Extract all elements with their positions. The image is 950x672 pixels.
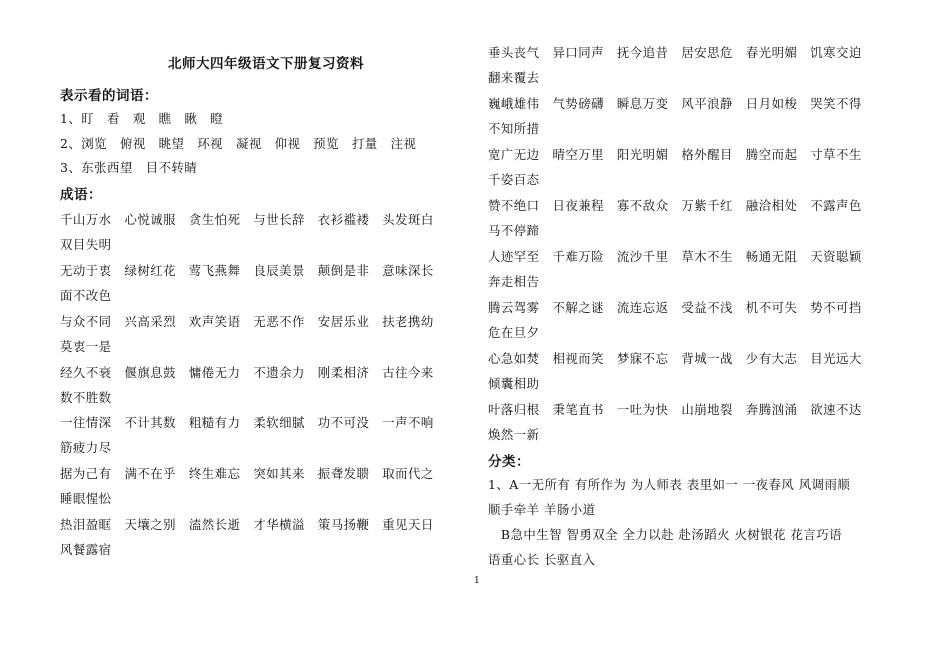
text-line: 面不改色 [60, 288, 112, 303]
text-line: 1、A一无所有 有所作为 为人师表 表里如一 一夜春风 风调雨顺 [488, 477, 851, 492]
text-line: 莫衷一是 [60, 339, 112, 354]
text-line: 宽广无边 晴空万里 阳光明媚 格外醒目 腾空而起 寸草不生 [488, 147, 862, 162]
text-line: 千姿百态 [488, 172, 540, 187]
text-line: 心急如焚 相视而笑 梦寐不忘 背城一战 少有大志 目光远大 [488, 351, 862, 366]
text-line: 千山万水 心悦诚服 贪生怕死 与世长辞 衣衫褴褛 头发斑白 [60, 212, 434, 227]
text-line: 顺手牵羊 羊肠小道 [488, 502, 596, 517]
text-line: 热泪盈眶 天壤之别 溘然长逝 才华横溢 策马扬鞭 重见天日 [60, 517, 434, 532]
text-line: 2、浏览 俯视 眺望 环视 凝视 仰视 预览 打量 注视 [60, 136, 417, 151]
text-line: 不知所措 [488, 121, 540, 136]
text-line: 睡眼惺忪 [60, 491, 112, 506]
section-heading: 表示看的词语： [60, 88, 158, 104]
text-line: 一往情深 不计其数 粗糙有力 柔软细腻 功不可没 一声不响 [60, 415, 434, 430]
text-line: 倾囊相助 [488, 376, 540, 391]
text-line: 风餐露宿 [60, 542, 112, 557]
text-line: 叶落归根 秉笔直书 一吐为快 山崩地裂 奔腾汹涌 欲速不达 [488, 402, 862, 417]
text-line: 奔走相告 [488, 274, 540, 289]
text-line: 翻来覆去 [488, 70, 540, 85]
text-line: 据为己有 满不在乎 终生难忘 突如其来 振聋发聩 取而代之 [60, 466, 434, 481]
text-line: 筋疲力尽 [60, 440, 112, 455]
text-line: 3、东张西望 目不转睛 [60, 160, 198, 175]
text-line: 垂头丧气 异口同声 抚今追昔 居安思危 春光明媚 饥寒交迫 [488, 45, 862, 60]
text-line: 焕然一新 [488, 427, 540, 442]
section-heading: 分类： [488, 454, 530, 470]
text-line: 双目失明 [60, 237, 112, 252]
text-line: B急中生智 智勇双全 全力以赴 赴汤蹈火 火树银花 花言巧语 [488, 527, 843, 542]
document-title: 北师大四年级语文下册复习资料 [168, 56, 364, 72]
text-line: 与众不同 兴高采烈 欢声笑语 无恶不作 安居乐业 扶老携幼 [60, 314, 434, 329]
page-number: 1 [474, 576, 480, 586]
section-heading: 成语： [60, 187, 102, 203]
text-line: 经久不衰 偃旗息鼓 慵倦无力 不遗余力 刚柔相济 古往今来 [60, 365, 434, 380]
text-line: 腾云驾雾 不解之谜 流连忘返 受益不浅 机不可失 势不可挡 [488, 300, 862, 315]
text-line: 人迹罕至 千难万险 流沙千里 草木不生 畅通无阻 天资聪颖 [488, 249, 862, 264]
text-line: 无动于衷 绿树红花 莺飞燕舞 良辰美景 颠倒是非 意味深长 [60, 263, 434, 278]
text-line: 数不胜数 [60, 390, 112, 405]
text-line: 1、盯 看 观 瞧 瞅 瞪 [60, 111, 224, 126]
text-line: 巍峨雄伟 气势磅礴 瞬息万变 风平浪静 日月如梭 哭笑不得 [488, 96, 862, 111]
text-line: 赞不绝口 日夜兼程 寡不敌众 万紫千红 融洽相处 不露声色 [488, 198, 862, 213]
text-line: 危在旦夕 [488, 325, 540, 340]
text-line: 马不停蹄 [488, 223, 540, 238]
text-line: 语重心长 长驱直入 [488, 552, 596, 567]
